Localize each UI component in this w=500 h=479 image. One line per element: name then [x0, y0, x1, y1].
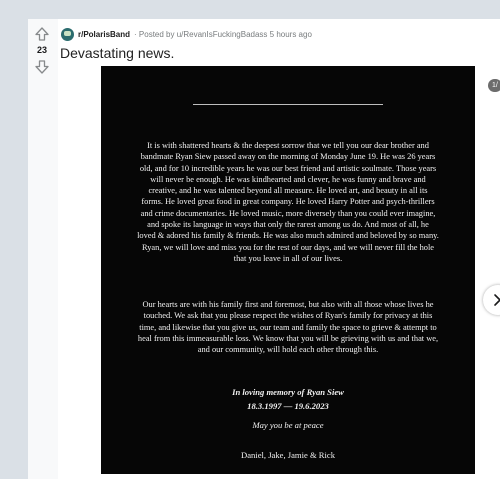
- vote-column: [28, 19, 58, 479]
- statement-paragraph-1: It is with shattered hearts & the deepest sorrow that we tell you our dear brother and bandmate Ryan Siew passed away on the morning of Monday June 19. He was 26 years old, and for 10 incredible years he was our best friend and artistic soulmate. Those years will never be enough. He was kindhearted and clever, he was funny and brave and creative, and he was talented beyond all measure. He loved art, and beauty in all its forms. He loved great food in great company. He loved Harry Potter and psych-thrillers and crime documentaries. He loved music, more diversely than you could ever imagine, and spoke its language in ways that only the rarest among us do. And most of all, he loved & adored his family & friends. He was also much admired and beloved by so many. Ryan, we will love and miss you for the rest of our days, and we will never fill the hole that you leave in all of our lives.: [137, 141, 439, 263]
- chevron-right-icon: [490, 293, 500, 307]
- arrow-down-icon: [34, 59, 50, 75]
- subreddit-link[interactable]: r/PolarisBand: [78, 29, 131, 39]
- posted-by-text[interactable]: · Posted by u/RevanIsFuckingBadass 5 hours ago: [134, 29, 312, 39]
- band-signoff: Daniel, Jake, Jamie & Rick: [240, 450, 336, 460]
- downvote-button[interactable]: [34, 59, 50, 75]
- post-meta: [61, 27, 312, 41]
- upvote-button[interactable]: [34, 26, 50, 42]
- vote-score: 23: [36, 45, 47, 55]
- gallery-counter: 1/: [488, 79, 500, 92]
- gallery-image[interactable]: [101, 66, 475, 474]
- memory-line-3: May you be at peace: [252, 420, 324, 430]
- memory-line-2: 18.3.1997 — 19.6.2023: [247, 401, 329, 411]
- post-title[interactable]: Devastating news.: [60, 45, 175, 61]
- memory-line-1: In loving memory of Ryan Siew: [232, 387, 344, 397]
- arrow-up-icon: [34, 26, 50, 42]
- divider-line: [193, 104, 383, 105]
- statement-paragraph-2: Our hearts are with his family first and foremost, but also with all those whose lives he touched. We ask that you please respect the wishes of Ryan's family for privacy at this time, and likewise that you give us, our team and family the space to grieve & attempt to heal from this immeasurable loss. We know that you will be grieving with us and that we, and our community, will hold each other through this.: [137, 300, 439, 355]
- subreddit-avatar-icon[interactable]: [61, 28, 74, 41]
